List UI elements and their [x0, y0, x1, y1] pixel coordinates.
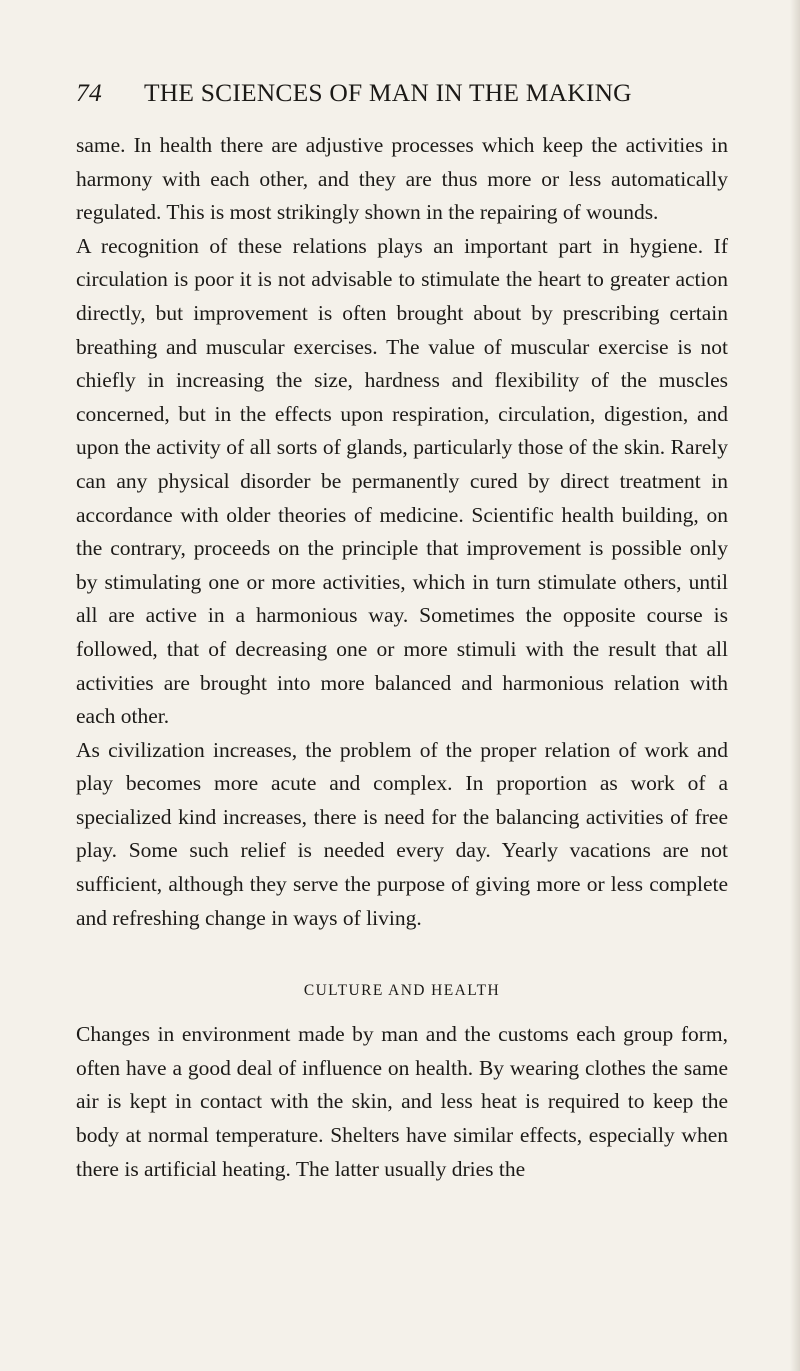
- text-block: [76, 129, 728, 1186]
- paragraph-3: As civilization increases, the problem of the proper relation of work and play becomes more acute and complex. In proportion as work of a specialized kind increases, there is need for the balancing activities of free play. Some such relief is needed every day. Yearly vacations are not sufficient, although they serve the purpose of giving more or less complete and refreshing change in ways of living.: [76, 737, 728, 930]
- book-title: THE SCIENCES OF MAN IN THE MAKING: [144, 78, 632, 107]
- running-head: [76, 78, 656, 112]
- page-number: 74: [76, 78, 102, 107]
- paragraph-2: A recognition of these relations plays an important part in hygiene. If circulation is poor it is not advisable to stimulate the heart to greater action directly, but improvement is often brought about by prescribing certain breathing and muscular exercises. The value of muscular exercise is not chiefly in increasing the size, hardness and flexibility of the muscles concerned, but in the effects upon respiration, circulation, digestion, and upon the activity of all sorts of glands, particularly those of the skin. Rarely can any physical disorder be permanently cured by direct treatment in accordance with older theories of medicine. Scientific health building, on the contrary, proceeds on the principle that improvement is possible only by stimulating one or more activities, which in turn stimulate others, until all are active in a harmonious way. Sometimes the opposite course is followed, that of decreasing one or more stimuli with the result that all activities are brought into more balanced and harmonious relation with each other.: [76, 233, 728, 729]
- page-edge-shadow: [790, 0, 800, 1371]
- paragraph-1: same. In health there are adjustive processes which keep the activities in harmony with each other, and they are thus more or less automatically regulated. This is most strikingly shown in the repairing of wounds.: [76, 133, 728, 225]
- section-heading: CULTURE AND HEALTH: [303, 982, 501, 1000]
- section-paragraph-1: Changes in environment made by man and the customs each group form, often have a good deal of influence on health. By wearing clothes the same air is kept in contact with the skin, and less heat is required to keep the body at normal temperature. Shelters have similar effects, especially when there is artificial heating. The latter usually dries the: [76, 1022, 728, 1181]
